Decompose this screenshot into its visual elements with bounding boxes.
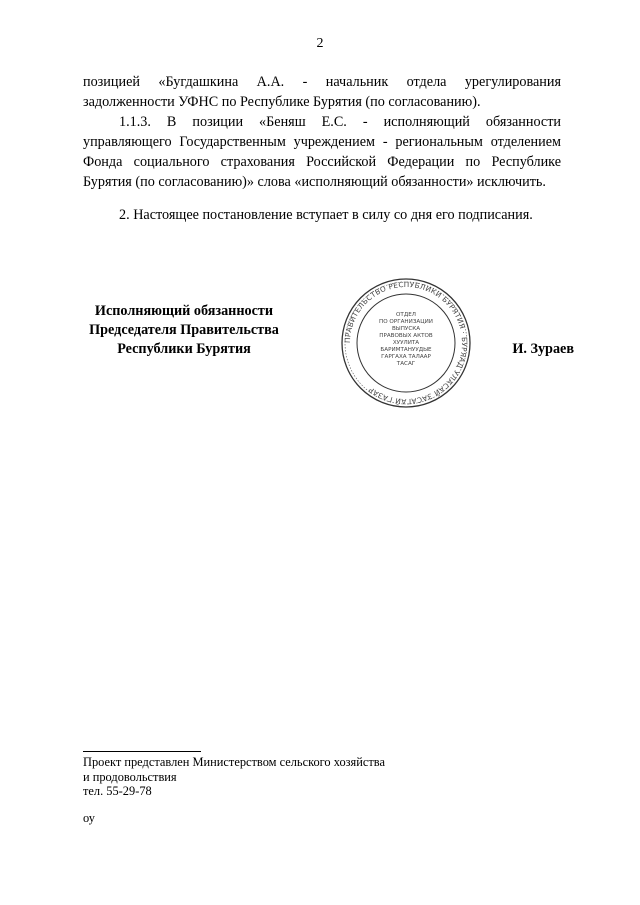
svg-text:ТАСАГ: ТАСАГ [396, 361, 416, 367]
svg-text:ГАРГАХА ТАЛААР: ГАРГАХА ТАЛААР [381, 354, 431, 360]
svg-text:ПО ОРГАНИЗАЦИИ: ПО ОРГАНИЗАЦИИ [379, 319, 433, 325]
signatory-name: И. Зураев [512, 341, 574, 357]
footnote-line: Проект представлен Министерством сельского хозяйства [83, 755, 385, 769]
document-body [83, 72, 561, 225]
svg-text:ОТДЕЛ: ОТДЕЛ [396, 312, 416, 318]
project-submitter-note [83, 755, 385, 799]
paragraph-item-2: 2. Настоящее постановление вступает в силу со дня его подписания. [119, 207, 533, 223]
svg-text:ВЫПУСКА: ВЫПУСКА [391, 326, 421, 332]
signatory-title-line: Председателя Правительства [89, 322, 279, 338]
svg-text:БАРИМТАНУУДЫЕ: БАРИМТАНУУДЫЕ [380, 347, 432, 353]
seal-inner-text [379, 312, 433, 367]
footnote-line: и продовольствия [83, 769, 177, 784]
svg-text:ПРАВОВЫХ АКТОВ: ПРАВОВЫХ АКТОВ [379, 333, 433, 339]
official-seal-stamp [340, 277, 472, 409]
paragraph-continuation: позицией «Бугдашкина А.А. - начальник отдела урегулирования задолженности УФНС по Республике Бурятия (по согласованию). [83, 74, 561, 110]
signatory-title [70, 302, 298, 359]
footnote-phone: тел. 55-29-78 [83, 784, 152, 798]
typist-initials: оу [83, 811, 95, 825]
signatory-title-line: Исполняющий обязанности [94, 303, 274, 319]
signatory-title-line: Республики Бурятия [117, 341, 251, 357]
paragraph-item-1-1-3: 1.1.3. В позиции «Беняш Е.С. - исполняющий обязанности управляющего Государственным учреждением - региональным отделением Фонда социального страхования Российской Федерации по Республике Бурятия (по согласованию)» слова «исполняющий обязанности» исключить. [83, 114, 561, 190]
seal-outer-text: ПРАВИТЕЛЬСТВО РЕСПУБЛИКИ БУРЯТИЯ · БУРЯАД УЛАСАЙ ЗАСАГАЙ ГАЗАР [342, 279, 470, 407]
svg-text:ХУУЛИТА: ХУУЛИТА [392, 340, 420, 346]
page-number: 2 [316, 36, 324, 51]
footnote-divider [83, 751, 201, 752]
